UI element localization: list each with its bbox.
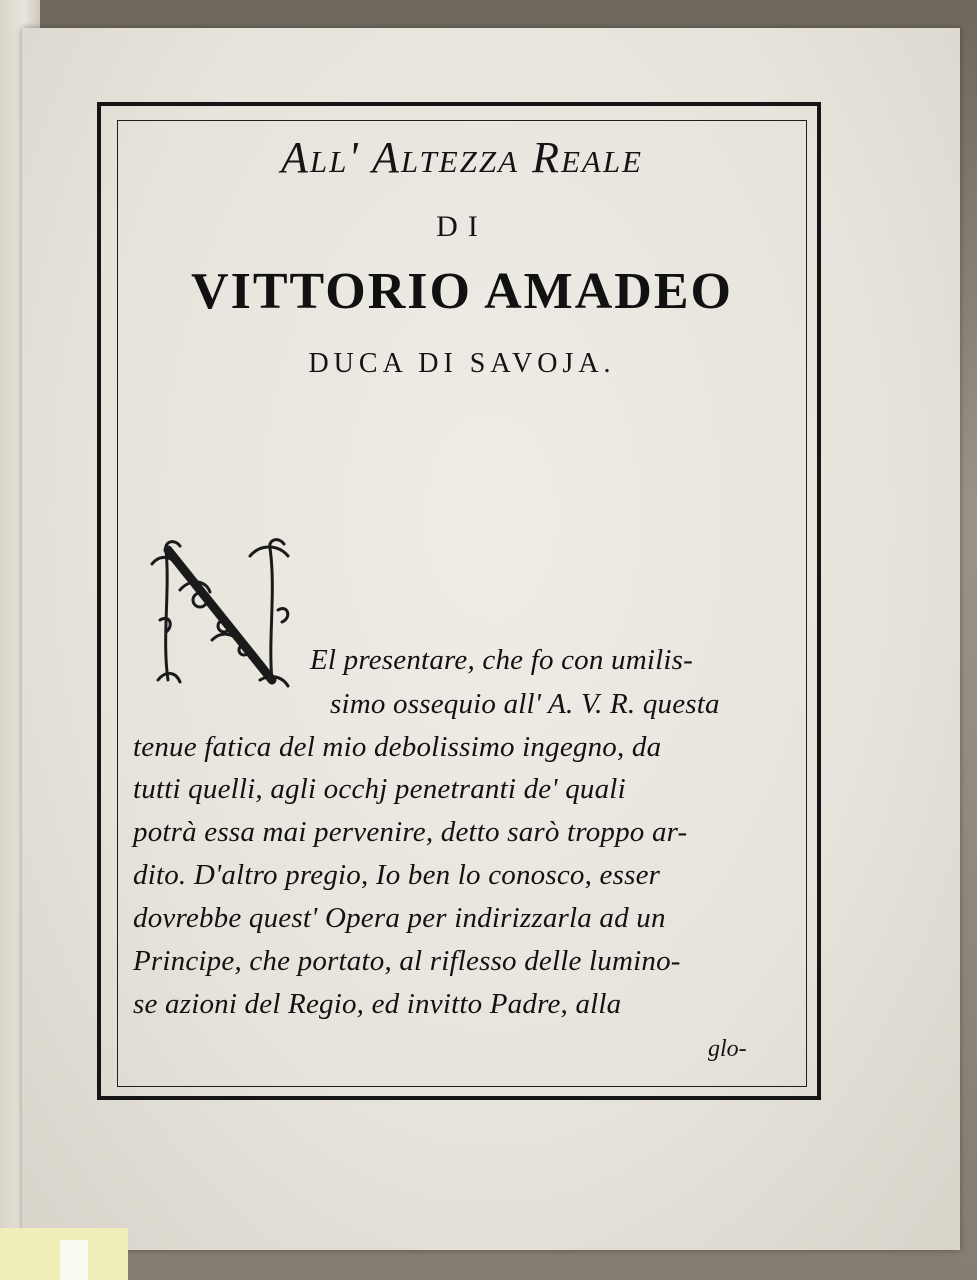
ornamental-initial-n xyxy=(140,530,300,700)
ornamental-initial xyxy=(140,530,300,700)
body-line-1: El presentare, che fo con umilis- xyxy=(310,644,693,676)
dedication-line-2: DI xyxy=(436,210,488,243)
body-line-3: tenue fatica del mio debolissimo ingegno, da xyxy=(133,731,662,763)
body-line-4: tutti quelli, agli occhj penetranti de' quali xyxy=(133,773,626,805)
paper-tab-strip xyxy=(60,1240,88,1280)
catchword: glo- xyxy=(708,1036,747,1062)
dedication-name: VITTORIO AMADEO xyxy=(191,263,733,320)
dedication-line-1: All' Altezza Reale xyxy=(281,133,643,182)
dedication-title: DUCA DI SAVOJA. xyxy=(308,348,616,379)
body-line-9: se azioni del Regio, ed invitto Padre, alla xyxy=(133,988,622,1020)
body-line-5: potrà essa mai pervenire, detto sarò troppo ar- xyxy=(133,816,688,848)
body-line-8: Principe, che portato, al riflesso delle lumino- xyxy=(133,945,681,977)
body-line-2: simo ossequio all' A. V. R. questa xyxy=(330,688,720,720)
body-line-6: dito. D'altro pregio, Io ben lo conosco, esser xyxy=(133,859,661,891)
body-line-7: dovrebbe quest' Opera per indirizzarla ad un xyxy=(133,902,666,934)
